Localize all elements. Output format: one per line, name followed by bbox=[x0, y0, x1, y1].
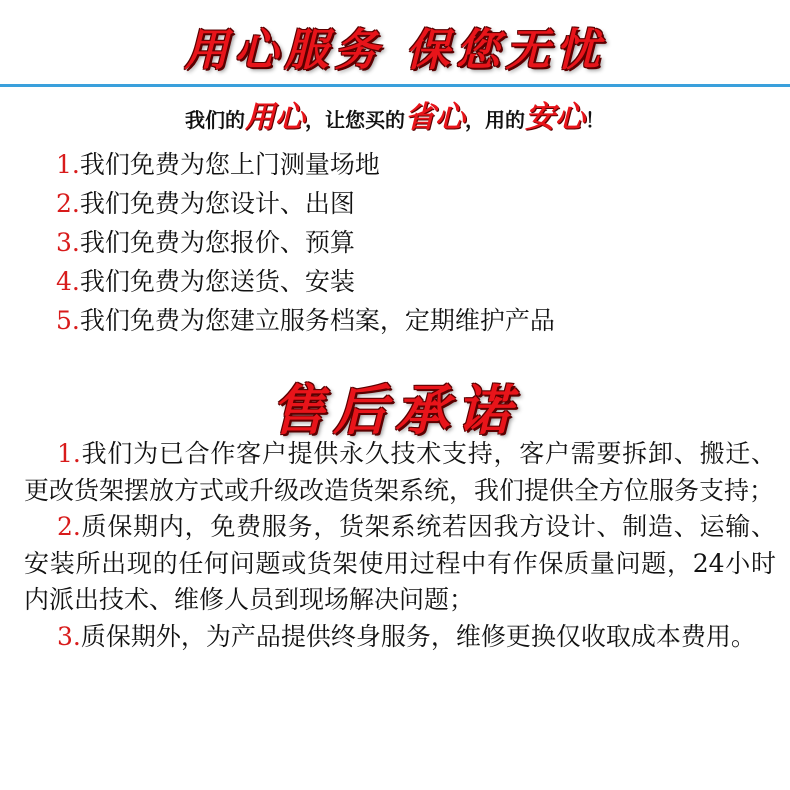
after-sales-promise-list bbox=[24, 436, 776, 655]
list-item bbox=[24, 436, 776, 509]
slogan-text-3: ，用的 bbox=[465, 108, 525, 132]
list-item bbox=[56, 184, 776, 223]
item-text: 我们为已合作客户提供永久技术支持，客户需要拆卸、搬迁、更改货架摆放方式或升级改造货架系统，我们提供全方位服务支持； bbox=[24, 439, 776, 505]
item-text: 我们免费为您建立服务档案，定期维护产品 bbox=[79, 306, 555, 335]
list-item bbox=[56, 301, 776, 340]
slogan-highlight-1: 用心 bbox=[245, 100, 305, 135]
item-number: 2. bbox=[56, 189, 80, 218]
slogan bbox=[0, 92, 790, 136]
item-number: 1. bbox=[56, 150, 80, 179]
slogan-text-2: ，让您买的 bbox=[305, 108, 405, 132]
item-number: 2. bbox=[57, 512, 81, 541]
item-text: 质保期外，为产品提供终身服务，维修更换仅收取成本费用。 bbox=[80, 621, 756, 651]
item-number: 5. bbox=[56, 306, 80, 335]
after-sales-title: 售后承诺 bbox=[271, 379, 519, 442]
banner-divider bbox=[0, 84, 790, 87]
list-item bbox=[24, 509, 776, 619]
slogan-highlight-2: 省心 bbox=[405, 100, 465, 135]
list-item bbox=[56, 223, 776, 262]
slogan-highlight-3: 安心 bbox=[525, 100, 585, 135]
slogan-text-1: 我们的 bbox=[185, 108, 245, 132]
item-text: 我们免费为您报价、预算 bbox=[79, 228, 355, 257]
list-item bbox=[56, 262, 776, 301]
item-text: 质保期内，免费服务，货架系统若因我方设计、制造、运输、安装所出现的任何问题或货架使用过程中有作保质量问题，24小时内派出技术、维修人员到现场解决问题； bbox=[24, 512, 776, 614]
item-number: 3. bbox=[57, 621, 81, 651]
item-text: 我们免费为您设计、出图 bbox=[79, 189, 355, 218]
slogan-text-4: ！ bbox=[585, 108, 605, 132]
free-service-list bbox=[56, 145, 776, 340]
list-item bbox=[24, 619, 776, 656]
item-number: 4. bbox=[56, 267, 80, 296]
item-number: 1. bbox=[57, 439, 81, 468]
list-item bbox=[56, 145, 776, 184]
item-number: 3. bbox=[56, 228, 80, 257]
item-text: 我们免费为您送货、安装 bbox=[79, 267, 355, 296]
banner-title: 用心服务 保您无忧 bbox=[184, 25, 606, 76]
item-text: 我们免费为您上门测量场地 bbox=[79, 150, 380, 179]
